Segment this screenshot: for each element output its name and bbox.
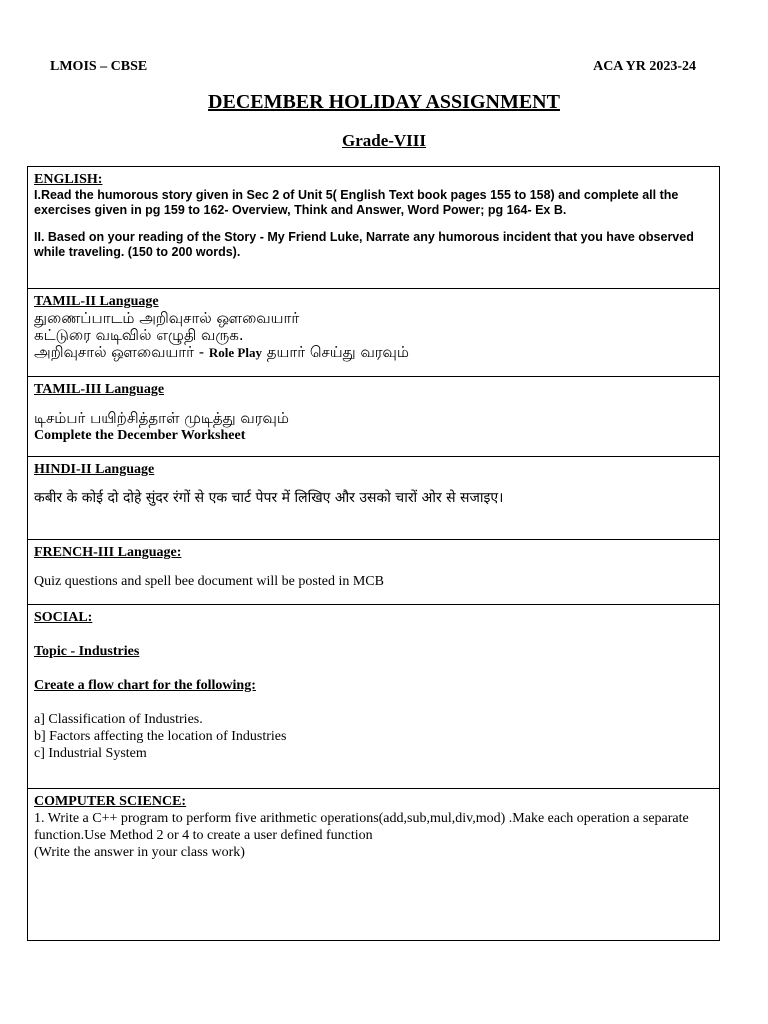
document-title: DECEMBER HOLIDAY ASSIGNMENT bbox=[208, 91, 560, 113]
tamil3-line-1: டிசம்பர் பயிற்சித்தாள் முடித்து வரவும் bbox=[34, 409, 289, 427]
cell-french-3 bbox=[28, 540, 720, 605]
tamil2-line-2: கட்டுரை வடிவில் எழுதி வருக. bbox=[34, 326, 244, 344]
school-name: LMOIS – CBSE bbox=[50, 59, 148, 74]
cs-line-2: (Write the answer in your class work) bbox=[34, 845, 245, 860]
english-heading: ENGLISH: bbox=[34, 172, 103, 187]
tamil2-line-3-end: தயார் செய்து வரவும் bbox=[261, 343, 409, 361]
tamil3-heading: TAMIL-III Language bbox=[34, 382, 165, 397]
cell-hindi-2 bbox=[28, 457, 720, 540]
row-social bbox=[28, 605, 720, 789]
grade-label: Grade-VIII bbox=[341, 131, 427, 150]
row-english bbox=[28, 167, 720, 289]
cell-tamil-3 bbox=[28, 377, 720, 457]
row-computer-science bbox=[28, 789, 720, 941]
social-item-2: b] Factors affecting the location of Industries bbox=[34, 729, 287, 744]
english-para-2: II. Based on your reading of the Story - My Friend Luke, Narrate any humorous incident that you have observed while traveling. (150 to 200 words). bbox=[34, 230, 694, 259]
cell-computer-science bbox=[28, 789, 720, 941]
cell-tamil-2 bbox=[28, 289, 720, 377]
row-french-3 bbox=[28, 540, 720, 605]
social-instruction: Create a flow chart for the following: bbox=[34, 678, 256, 693]
row-tamil-2 bbox=[28, 289, 720, 377]
tamil2-line-1: துணைப்பாடம் அறிவுசால் ஔவையார் bbox=[34, 309, 300, 327]
tamil2-line-3-start: அறிவுசால் ஔவையார் - bbox=[34, 343, 209, 361]
tamil3-line-2: Complete the December Worksheet bbox=[34, 428, 246, 443]
tamil2-line-3 bbox=[34, 344, 713, 361]
cell-english bbox=[28, 167, 720, 289]
tamil2-role-play: Role Play bbox=[208, 345, 262, 360]
social-item-3: c] Industrial System bbox=[34, 746, 147, 761]
cs-line-1: 1. Write a C++ program to perform five arithmetic operations(add,sub,mul,div,mod) .Make each operation a separate function.Use Method 2 or 4 to create a user defined function bbox=[34, 811, 689, 843]
row-hindi-2 bbox=[28, 457, 720, 540]
assignment-table bbox=[27, 166, 720, 941]
social-topic: Topic - Industries bbox=[34, 644, 140, 659]
english-para-1: I.Read the humorous story given in Sec 2 of Unit 5( English Text book pages 155 to 158) and complete all the exercises given in pg 159 to 162- Overview, Think and Answer, Word Power; pg 164- Ex B. bbox=[34, 188, 679, 217]
hindi2-line-1: कबीर के कोई दो दोहे सुंदर रंगों से एक चार्ट पेपर में लिखिए और उसको चारों ओर से सजाइए। bbox=[34, 490, 504, 506]
hindi2-heading: HINDI-II Language bbox=[34, 462, 155, 477]
social-item-1: a] Classification of Industries. bbox=[34, 712, 203, 727]
academic-year: ACA YR 2023-24 bbox=[593, 59, 696, 74]
cs-heading: COMPUTER SCIENCE: bbox=[34, 794, 187, 809]
tamil2-heading: TAMIL-II Language bbox=[34, 294, 159, 309]
social-heading: SOCIAL: bbox=[34, 610, 93, 625]
french3-heading: FRENCH-III Language: bbox=[34, 545, 182, 560]
cell-social bbox=[28, 605, 720, 789]
row-tamil-3 bbox=[28, 377, 720, 457]
french3-line-1: Quiz questions and spell bee document will be posted in MCB bbox=[34, 574, 384, 589]
